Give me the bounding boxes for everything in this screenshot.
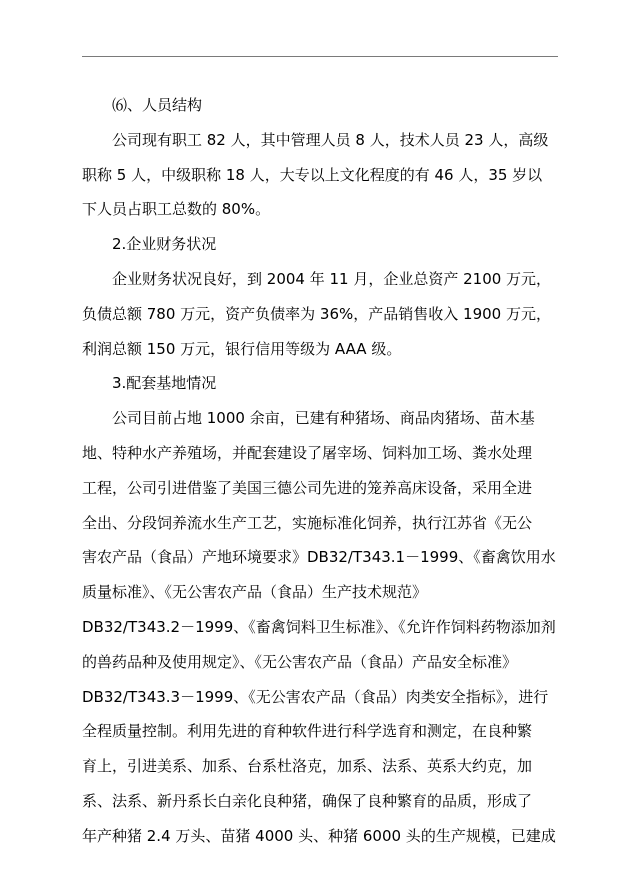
paragraph-line: 负债总额 780 万元，资产负债率为 36%，产品销售收入 1900 万元，	[82, 304, 551, 323]
section-heading-base: 3.配套基地情况	[112, 374, 217, 393]
paragraph-line: 公司目前占地 1000 余亩，已建有种猪场、商品肉猪场、苗木基	[112, 409, 535, 428]
header-rule	[82, 56, 558, 57]
paragraph-line: 下人员占职工总数的 80%。	[82, 200, 271, 219]
paragraph-line: 全程质量控制。利用先进的育种软件进行科学选育和测定，在良种繁	[82, 722, 533, 741]
paragraph-line: DB32/T343.3－1999、《无公害农产品（食品）肉类安全指标》，进行	[82, 687, 549, 706]
paragraph-line: 职称 5 人，中级职称 18 人，大专以上文化程度的有 46 人，35 岁以	[82, 165, 543, 184]
paragraph-line: 的兽药品种及使用规定》、《无公害农产品（食品）产品安全标准》	[82, 652, 518, 671]
paragraph-line: 公司现有职工 82 人，其中管理人员 8 人，技术人员 23 人，高级	[112, 130, 549, 149]
section-heading-personnel: ⑹、人员结构	[112, 96, 203, 114]
paragraph-line: 全出、分段饲养流水生产工艺，实施标准化饲养，执行江苏省《无公	[82, 513, 533, 532]
paragraph-line: 企业财务状况良好，到 2004 年 11 月，企业总资产 2100 万元，	[112, 269, 552, 288]
paragraph-line: DB32/T343.2－1999、《畜禽饲料卫生标准》、《允许作饲料药物添加剂	[82, 617, 556, 636]
paragraph-line: 害农产品（食品）产地环境要求》DB32/T343.1－1999、《畜禽饮用水	[82, 548, 556, 567]
section-heading-finance: 2.企业财务状况	[112, 235, 217, 254]
paragraph-line: 质量标准》、《无公害农产品（食品）生产技术规范》	[82, 583, 428, 602]
paragraph-line: 育上，引进美系、加系、台系杜洛克，加系、法系、英系大约克，加	[82, 757, 533, 776]
paragraph-line: 系、法系、新丹系长白亲化良种猪，确保了良种繁育的品质，形成了	[82, 791, 533, 810]
paragraph-line: 地、特种水产养殖场，并配套建设了屠宰场、饲料加工场、粪水处理	[82, 443, 533, 462]
document-body	[82, 88, 558, 854]
paragraph-line: 工程，公司引进借鉴了美国三德公司先进的笼养高床设备，采用全进	[82, 478, 533, 497]
paragraph-line: 年产种猪 2.4 万头、苗猪 4000 头、种猪 6000 头的生产规模，已建成	[82, 826, 556, 845]
paragraph-line: 利润总额 150 万元，银行信用等级为 AAA 级。	[82, 339, 402, 358]
